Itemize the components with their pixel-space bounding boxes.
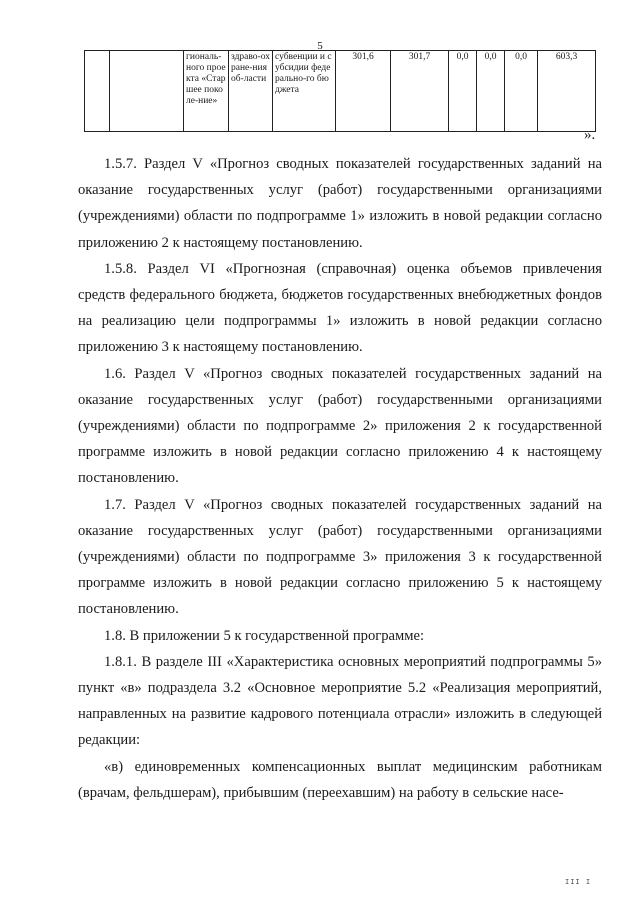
table-cell: 0,0 [477, 51, 505, 132]
closing-quote: ». [584, 127, 596, 143]
document-body [78, 151, 602, 806]
paragraph-1-7: 1.7. Раздел V «Прогноз сводных показателей государственных заданий на оказание государственных услуг (работ) государственными организациями (учреждениями) области по подпрограмме 3» приложения 3 к государственной программе изложить в новой редакции согласно приложению 5 к настоящему постановлению. [78, 496, 602, 618]
table-cell: 0,0 [449, 51, 477, 132]
paragraph-1-5-7: 1.5.7. Раздел V «Прогноз сводных показателей государственных заданий на оказание государственных услуг (работ) государственными организациями (учреждениями) области по подпрограмме 1» изложить в новой редакции согласно приложению 2 к настоящему постановлению. [78, 156, 602, 251]
table-cell [110, 51, 184, 132]
table-cell: здраво-охране-ния об-ласти [229, 51, 273, 132]
paragraph-1-8: 1.8. В приложении 5 к государственной программе: [104, 627, 425, 644]
table-row [85, 51, 596, 132]
table-cell: 603,3 [538, 51, 596, 132]
budget-table-fragment [84, 50, 596, 132]
table-cell: 301,6 [336, 51, 391, 132]
page-number: 5 [317, 40, 323, 52]
table-cell: гиональ-ного проекта «Старшее поколе-ние» [184, 51, 229, 132]
paragraph-1-6: 1.6. Раздел V «Прогноз сводных показателей государственных заданий на оказание государственных услуг (работ) государственными организациями (учреждениями) области по подпрограмме 2» приложения 2 к государственной программе изложить в новой редакции согласно приложению 4 к настоящему постановлению. [78, 365, 602, 487]
paragraph-1-5-8: 1.5.8. Раздел VI «Прогнозная (справочная) оценка объемов привлечения средств федерального бюджета, бюджетов государственных внебюджетных фондов на реализацию цели подпрограммы 1» изложить в новой редакции согласно приложению 3 к настоящему постановлению. [78, 260, 602, 356]
table-cell [85, 51, 110, 132]
table-cell: 301,7 [391, 51, 449, 132]
table-cell: субвенции и субсидии федерально-го бюджета [273, 51, 336, 132]
paragraph-quote-v: «в) единовременных компенсационных выплат медицинским работникам (врачам, фельдшерам), прибывшим (переехавшим) на работу в сельские насе- [78, 758, 602, 801]
paragraph-1-8-1: 1.8.1. В разделе III «Характеристика основных мероприятий подпрограммы 5» пункт «в» подраздела 3.2 «Основное мероприятие 5.2 «Реализация мероприятий, направленных на развитие кадрового потенциала отрасли» изложить в следующей редакции: [78, 653, 602, 749]
table-cell: 0,0 [505, 51, 538, 132]
footer-mark: III I [565, 878, 592, 886]
